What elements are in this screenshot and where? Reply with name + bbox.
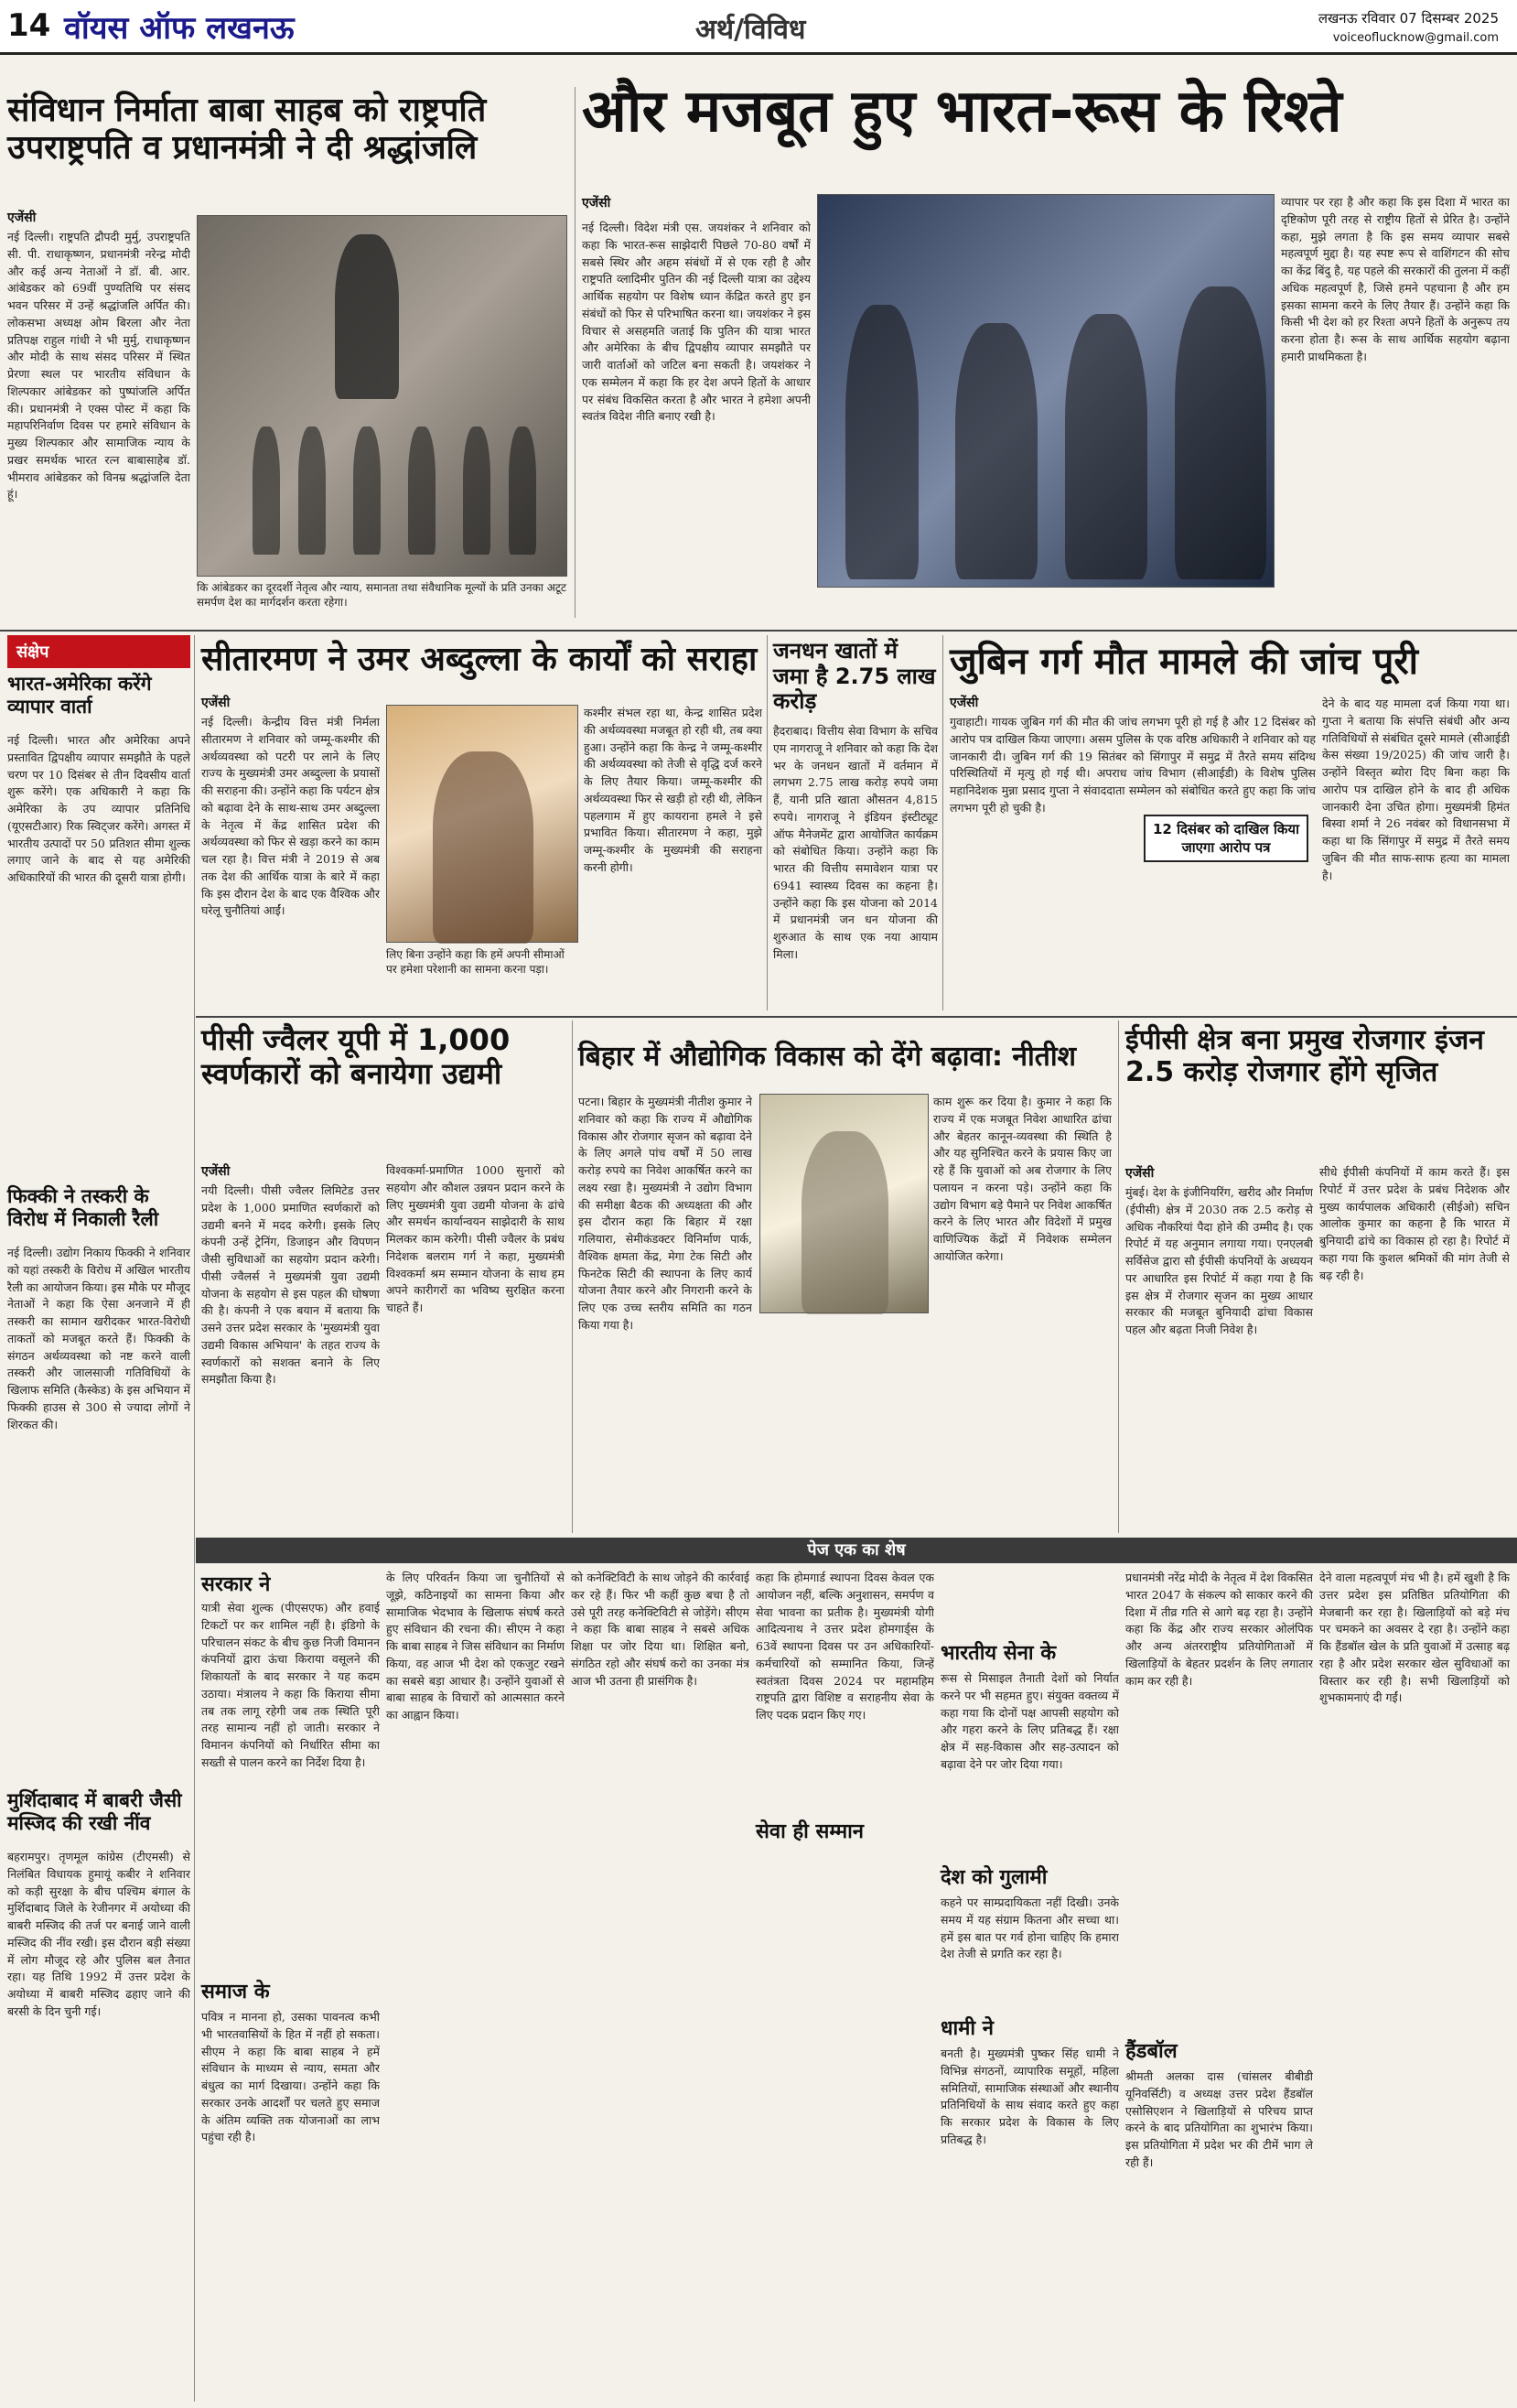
- sitharaman-headline: सीतारमण ने उमर अब्दुल्ला के कार्यों को सराहा: [201, 641, 758, 678]
- jeweller-text: नयी दिल्ली। पीसी ज्वैलर लिमिटेड उत्तर प्रदेश के 1,000 प्रमाणित स्वर्णकारों को उद्यमी बनने में मदद करेगी। इसके लिए कंपनी उन्हें ट्रेनिंग, डिजाइन और विपणन जैसी सुविधाओं का सहयोग प्रदान करेगी। पीसी ज्वैलर्स ने मुख्यमंत्री युवा उद्यमी योजना के सहयोग से इस पहल की घोषणा की है। कंपनी ने एक बयान में बताया कि उसने उत्तर प्रदेश सरकार के 'मुख्यमंत्री युवा उद्यमी विकास अभियान' के तहत राज्य के स्वर्णकारों को सशक्त बनाने के लिए समझौता किया है।: [201, 1183, 380, 1387]
- continuation-band: पेज एक का शेष: [196, 1538, 1517, 1563]
- jandhan-text: हैदराबाद। वित्तीय सेवा विभाग के सचिव एम नागराजू ने शनिवार को कहा कि देश भर के जनधन खातों में वर्तमान में लगभग 2.75 लाख करोड़ रुपये जमा हैं, यानी प्रति खाता औसतन 4,815 रुपये। नागराजू ने इंडियन इंस्टीट्यूट ऑफ मैनेजमेंट द्वारा आयोजित कार्यक्रम को संबोधित किया। उन्होंने कहा कि भारत की वित्तीय समावेशन यात्रा पर 6941 स्वास्थ्य दिवस का कहना है। उन्होंने कहा कि इस योजना को 2014 में प्रधानमंत्री जन धन योजना की शुरुआत के साथ एक नया आयाम मिला।: [773, 724, 938, 961]
- cont-title-4: सेवा ही सम्मान: [756, 1820, 865, 1843]
- cont-text-1b: पवित्र न मानना हो, उसका पावनत्व कभी भी भारतवासियों के हित में नहीं हो सकता। सीएम ने कहा कि बाबा साहब ने हमें संविधान के माध्यम से न्याय, समता और बंधुत्व का मार्ग दिखाया। उन्होंने कहा कि सरकार उनके आदर्शों पर चलते हुए समाज के अंतिम व्यक्ति तक योजनाओं का लाभ पहुंचा रही है।: [201, 2010, 380, 2144]
- putin-meeting-photo: [817, 194, 1275, 588]
- lead-text: नई दिल्ली। विदेश मंत्री एस. जयशंकर ने शनिवार को कहा कि भारत-रूस साझेदारी पिछले 70-80 वर्षों में सबसे स्थिर और अहम संबंधों में से एक रही है और राष्ट्रपति व्लादिमीर पुतिन की नई दिल्ली यात्रा का उद्देश्य आर्थिक सहयोग पर विशेष ध्यान केंद्रित करते हुए इन संबंधों को फिर से परिभाषित करना था। जयशंकर ने इस विचार से असहमति जताई कि पुतिन की यात्रा भारत और अमेरिका के बीच द्विपक्षीय व्यापार समझौते पर जारी वार्ताओं को जटिल बना सकती है। जयशंकर ने एक सम्मेलन में कहा कि हर देश अपने हितों के आधार पर संबंध विकसित करता है और भारत ने हमेशा अपनी स्वतंत्र विदेश नीति बनाए रखी है।: [582, 221, 811, 424]
- epc-text-2: सीधे ईपीसी कंपनियों में काम करते हैं। इस रिपोर्ट में उत्तर प्रदेश के प्रबंध निदेशक और मुख्य कार्यपालक अधिकारी (सीईओ) सचिन आलोक कुमार का कहना है कि भारत में बुनियादी ढांचे का विकास हो रहा है। रिपोर्ट में कहा गया कि कुशल श्रमिकों की मांग तेजी से बढ़ रही है।: [1319, 1165, 1510, 1282]
- sitharaman-text: नई दिल्ली। केन्द्रीय वित्त मंत्री निर्मला सीतारमण ने शनिवार को जम्मू-कश्मीर की अर्थव्यवस्था को पटरी पर लाने के लिए राज्य के मुख्यमंत्री उमर अब्दुल्ला के प्रयासों की सराहना की। उन्होंने कहा कि पर्यटन क्षेत्र को बढ़ावा देने के साथ-साथ उमर अब्दुल्ला के नेतृत्व में केंद्र शासित प्रदेश की अर्थव्यवस्था को फिर से खड़ा करने का काम चल रहा है। वित्त मंत्री ने 2019 से अब तक देश की आर्थिक यात्रा के बारे में कहा कि इस दौरान देश के बाद एक वैश्विक और घरेलू चुनौतियां आईं।: [201, 715, 380, 918]
- cont-title-5: भारतीय सेना के: [941, 1642, 1057, 1665]
- jeweller-headline: पीसी ज्वैलर यूपी में 1,000 स्वर्णकारों को बनायेगा उद्यमी: [201, 1022, 511, 1091]
- masthead: [0, 0, 1517, 55]
- nitish-photo: [759, 1094, 929, 1313]
- epc-headline: ईपीसी क्षेत्र बना प्रमुख रोजगार इंजन 2.5 करोड़ रोजगार होंगे सृजित: [1125, 1024, 1484, 1088]
- lead-text-right: व्यापार पर रहा है और कहा कि इस दिशा में भारत का दृष्टिकोण पूरी तरह से राष्ट्रीय हितों से प्रेरित है। उन्होंने कहा, मुझे लगता है कि इस समय व्यापार सबसे महत्वपूर्ण मुद्दा है। यह स्पष्ट रूप से वाशिंगटन की सोच का केंद्र बिंदु है, यह पहले की सरकारों की तुलना में कहीं अधिक महत्वपूर्ण है, जिसे हमने पहचाना है और हम इसका सामना करने के लिए तैयार हैं। उन्होंने कहा कि किसी भी देश को हर रिश्ता अपने हितों के अनुरूप तय करना होता है। रूस के साथ आर्थिक सहयोग बढ़ाना हमारी प्राथमिकता है।: [1281, 195, 1510, 363]
- zubeen-headline: जुबिन गर्ग मौत मामले की जांच पूरी: [950, 641, 1419, 683]
- sitharaman-agency: एजेंसी: [201, 696, 231, 710]
- lead-agency: एजेंसी: [582, 196, 611, 211]
- cont-title-5b: देश को गुलामी: [941, 1866, 1048, 1889]
- cont-text-3: को कनेक्टिविटी के साथ जोड़ने की कार्रवाई कर रहे हैं। फिर भी कहीं कुछ बचा है तो उसे पूरी तरह कनेक्टिविटी से जोड़ेंगे। सीएम ने कहा कि बाबा साहब ने सबसे अधिक शिक्षा पर जोर दिया था। शिक्षित बनो, संगठित रहो और संघर्ष करो का उनका मंत्र आज भी उतना ही प्रासंगिक है।: [571, 1571, 749, 1688]
- sitharaman-caption: लिए बिना उन्होंने कहा कि हमें अपनी सीमाओं पर हमेशा परेशानी का सामना करना पड़ा।: [386, 948, 565, 977]
- column-divider: [572, 1020, 573, 1533]
- jeweller-agency: एजेंसी: [201, 1164, 231, 1179]
- cont-text-6b: श्रीमती अलका दास (चांसलर बीबीडी यूनिवर्सिटी) व अध्यक्ष उत्तर प्रदेश हैंडबॉल एसोसिएशन ने खिलाड़ियों से परिचय प्राप्त करने के बाद प्रतियोगिता का शुभारंभ किया। इस प्रतियोगिता में प्रदेश भर की टीमें भाग ले रही हैं।: [1125, 2069, 1313, 2169]
- column-divider: [575, 87, 576, 618]
- sidebar-divider: [194, 635, 195, 2402]
- section-divider: [0, 630, 1517, 632]
- cont-text-6: प्रधानमंत्री नरेंद्र मोदी के नेतृत्व में देश विकसित भारत 2047 के संकल्प को साकार करने की दिशा में तीव्र गति से आगे बढ़ रहा है। उन्होंने कहा कि केंद्र और राज्य सरकार ओलंपिक और अन्य अंतरराष्ट्रीय प्रतियोगिताओं में खिलाड़ियों के बेहतर प्रदर्शन के लिए लगातार काम कर रही है।: [1125, 1571, 1313, 1688]
- epc-agency: एजेंसी: [1125, 1166, 1155, 1181]
- cont-text-5c: बनती है। मुख्यमंत्री पुष्कर सिंह धामी ने विभिन्न संगठनों, व्यापारिक समूहों, महिला समितियों, सामाजिक संस्थाओं और स्थानीय प्रतिनिधियों के साथ संवाद करते हुए कहा कि सरकार प्रदेश के विकास के लिए प्रतिबद्ध है।: [941, 2046, 1119, 2146]
- cont-text-4: कहा कि होमगार्ड स्थापना दिवस केवल एक आयोजन नहीं, बल्कि अनुशासन, समर्पण व सेवा भावना का प्रतीक है। मुख्यमंत्री योगी आदित्यनाथ ने उत्तर प्रदेश होमगार्ड्स के 63वें स्थापना दिवस पर उन अधिकारियों-कर्मचारियों को सम्मानित किया, जिन्हें स्वतंत्रता दिवस 2024 पर महामहिम राष्ट्रपति द्वारा विशिष्ट व सराहनीय सेवा के लिए पदक प्रदान किए गए।: [756, 1571, 934, 1722]
- sidebar-headline-1: भारत-अमेरिका करेंगे व्यापार वार्ता: [7, 673, 152, 718]
- paper-name: वॉयस ऑफ लखनऊ: [64, 10, 295, 47]
- page-number: 14: [7, 7, 51, 44]
- lead-headline: और मजबूत हुए भारत-रूस के रिश्ते: [582, 78, 1342, 146]
- cont-text-5b: कहने पर साम्प्रदायिकता नहीं दिखी। उनके समय में यह संग्राम कितना और सच्चा था। हमें इस बात पर गर्व होना चाहिए कि हमारा देश तेजी से प्रगति कर रहा है।: [941, 1895, 1119, 1961]
- email: voiceoflucknow@gmail.com: [1332, 31, 1499, 45]
- cont-text-2: के लिए परिवर्तन किया जा चुनौतियों से जूझे, कठिनाइयों का सामना किया और सामाजिक भेदभाव के खिलाफ संघर्ष करते हुए संविधान की रचना की। सीएम ने कहा कि बाबा साहब ने जिस संविधान का निर्माण किया, वह आज भी देश को एकजुट रखने का सबसे बड़ा आधार है। उन्होंने युवाओं से बाबा साहब के विचारों को आत्मसात करने का आह्वान किया।: [386, 1571, 565, 1722]
- cont-title-1b: समाज के: [201, 1981, 270, 2003]
- zubeen-agency: एजेंसी: [950, 696, 979, 710]
- ambedkar-text: नई दिल्ली। राष्ट्रपति द्रौपदी मुर्मु, उपराष्ट्रपति सी. पी. राधाकृष्णन, प्रधानमंत्री नरेन्द्र मोदी और कई अन्य नेताओं ने डॉ. बी. आर. आंबेडकर को 69वीं पुण्यतिथि पर संसद भवन परिसर में उन्हें श्रद्धांजलि अर्पित की। लोकसभा अध्यक्ष ओम बिरला और नेता प्रतिपक्ष राहुल गांधी ने भी मुर्मु, राधाकृष्णन और मोदी के साथ संसद परिसर में स्थित प्रेरणा स्थल पर भारतीय संविधान के शिल्पकार आंबेडकर को पुष्पांजलि अर्पित की। प्रधानमंत्री ने एक्स पोस्ट में कहा कि महापरिनिर्वाण दिवस पर हमारे संविधान के मुख्य शिल्पकार और सामाजिक न्याय के प्रखर समर्थक भारत रत्न बाबासाहेब डॉ. भीमराव आंबेडकर को विनम्र श्रद्धांजलि देता हूं।: [7, 230, 190, 502]
- cont-text-7: देने वाला महत्वपूर्ण मंच भी है। हमें खुशी है कि उत्तर प्रदेश इस प्रतिष्ठित प्रतियोगिता की मेजबानी कर रहा है। खिलाड़ियों को बड़े मंच पर चमकने का अवसर दे रहा है। उन्होंने कहा कि हैंडबॉल खेल के प्रति युवाओं में उत्साह बढ़ रहा है और प्रदेश सरकार खेल सुविधाओं का विस्तार कर रही है। सभी खिलाड़ियों को शुभकामनाएं दी गईं।: [1319, 1571, 1510, 1705]
- sidebar-text-3: बहरामपुर। तृणमूल कांग्रेस (टीएमसी) से निलंबित विधायक हुमायूं कबीर ने शनिवार को कड़ी सुरक्षा के बीच पश्चिम बंगाल के मुर्शिदाबाद जिले के रेजीनगर में अयोध्या की बाबरी मस्जिद की तर्ज पर बनाई जाने वाली मस्जिद की नींव रखी। इस दौरान बड़ी संख्या में लोग मौजूद रहे और पुलिस बल तैनात रहा। यह तिथि 1992 में उत्तर प्रदेश के अयोध्या में बाबरी मस्जिद ढहाए जाने की बरसी के दिन चुनी गई।: [7, 1850, 190, 2018]
- bihar-headline: बिहार में औद्योगिक विकास को देंगे बढ़ावा: नीतीश: [578, 1041, 1077, 1073]
- sidebar-headline-3: मुर्शिदाबाद में बाबरी जैसी मस्जिद की रखी नींव: [7, 1789, 182, 1835]
- ambedkar-headline: संविधान निर्माता बाबा साहब को राष्ट्रपति उपराष्ट्रपति व प्रधानमंत्री ने दी श्रद्धांजलि: [7, 92, 487, 167]
- bihar-text: पटना। बिहार के मुख्यमंत्री नीतीश कुमार ने शनिवार को कहा कि राज्य में औद्योगिक विकास और रोजगार सृजन को बढ़ावा देने के लिए अगले पांच वर्षों में 50 लाख करोड़ रुपये का निवेश आकर्षित करने का लक्ष्य रखा है। मुख्यमंत्री ने उद्योग विभाग की समीक्षा बैठक की अध्यक्षता की और इस दौरान कहा कि बिहार में रक्षा गलियारा, सेमीकंडक्टर विनिर्माण पार्क, वैश्विक क्षमता केंद्र, मेगा टेक सिटी और फिनटेक सिटी की स्थापना के लिए कार्य योजना तैयार करने और निगरानी करने के लिए एक उच्च स्तरीय समिति का गठन किया गया है।: [578, 1095, 752, 1332]
- ambedkar-agency: एजेंसी: [7, 211, 37, 225]
- sitharaman-text-2: कश्मीर संभल रहा था, केन्द्र शासित प्रदेश की अर्थव्यवस्था मजबूत हो रही थी, तब क्या हुआ। उन्होंने कहा कि केन्द्र ने जम्मू-कश्मीर की अर्थव्यवस्था को तेजी से वृद्धि दर्ज करने के लिए तैयार किया। जम्मू-कश्मीर की अर्थव्यवस्था फिर से खड़ी हो रही थी, लेकिन पहलगाम में हुए कायराना हमले ने इसे प्रभावित किया। सीतारमण ने कहा, मुझे जम्मू-कश्मीर के मुख्यमंत्री की सराहना करनी होगी।: [584, 706, 762, 874]
- zubeen-text: गुवाहाटी। गायक जुबिन गर्ग की मौत की जांच लगभग पूरी हो गई है और 12 दिसंबर को आरोप पत्र दाखिल किया जाएगा। असम पुलिस के एक वरिष्ठ अधिकारी ने शनिवार को यह जानकारी दी। जुबिन गर्ग की 19 सितंबर को सिंगापुर में समुद्र में तैरते समय संदिग्ध परिस्थितियों में मृत्यु हो गई थी। अपराध जांच विभाग (सीआईडी) के विशेष पुलिस महानिदेशक मुन्ना प्रसाद गुप्ता ने संवाददाता सम्मेलन को संबोधित करते हुए कहा कि जांच लगभग पूरी हो चुकी है।: [950, 715, 1316, 815]
- cont-text-5: रूस से मिसाइल तैनाती देशों को निर्यात करने पर भी सहमत हुए। संयुक्त वक्तव्य में कहा गया कि दोनों पक्ष आपसी सहयोग को और गहरा करने के लिए प्रतिबद्ध हैं। रक्षा क्षेत्र में सह-विकास और सह-उत्पादन को बढ़ावा देने पर जोर दिया गया।: [941, 1671, 1119, 1771]
- cont-text-1: यात्री सेवा शुल्क (पीएसएफ) और हवाई टिकटों पर कर शामिल नहीं है। इंडिगो के परिचालन संकट के बीच कुछ निजी विमानन कंपनियों द्वारा ऊंचा किराया वसूलने की शिकायतों के बाद सरकार ने यह कदम उठाया। मंत्रालय ने कहा कि किराया सीमा तब तक लागू रहेगी जब तक स्थिति पूरी तरह सामान्य नहीं हो जाती। सरकार ने विमानन कंपनियों को निर्धारित सीमा का सख्ती से पालन करने का निर्देश दिया है।: [201, 1601, 380, 1769]
- dateline: लखनऊ रविवार 07 दिसम्बर 2025: [1318, 10, 1499, 27]
- cont-title-5c: धामी ने: [941, 2017, 994, 2040]
- column-divider: [1118, 1020, 1119, 1533]
- section-divider: [196, 1016, 1517, 1018]
- epc-text: मुंबई। देश के इंजीनियरिंग, खरीद और निर्माण (ईपीसी) क्षेत्र में 2030 तक 2.5 करोड़ से अधिक नौकरियां पैदा होने की उम्मीद है। एक रिपोर्ट में यह अनुमान लगाया गया। एनएलबी सर्विसेज द्वारा सौ ईपीसी कंपनियों के अध्ययन पर आधारित इस रिपोर्ट में कहा गया है कि इस क्षेत्र में रोजगार सृजन का मुख्य आधार सरकार की मजबूत बुनियादी ढांचा विकास पहल और बढ़ता निजी निवेश है।: [1125, 1185, 1313, 1336]
- sitharaman-photo: [386, 705, 578, 943]
- cont-title-6b: हैंडबॉल: [1125, 2040, 1178, 2063]
- zubeen-text-right: देने के बाद यह मामला दर्ज किया गया था। गुप्ता ने बताया कि संपत्ति संबंधी और अन्य गतिविधियों से संबंधित दूसरे मामले (सीआईडी केस संख्या 19/2025) की जांच जारी है। उन्होंने विस्तृत ब्योरा दिए बिना कहा कि आरोप पत्र दाखिल होने के बाद ही अधिक जानकारी देना उचित होगा। मुख्यमंत्री हिमंत बिस्वा शर्मा ने 26 नवंबर को विधानसभा में कहा था कि सिंगापुर में समुद्र में तैरते समय जुबिन की मौत साफ-साफ हत्या का मामला है।: [1322, 696, 1510, 882]
- column-divider: [942, 635, 943, 1010]
- ambedkar-tribute-photo: [197, 215, 567, 577]
- bihar-text-2: काम शुरू कर दिया है। कुमार ने कहा कि राज्य में एक मजबूत निवेश आधारित ढांचा और बेहतर कानून-व्यवस्था की स्थिति है और यह सुनिश्चित करने के प्रयास किए जा रहे हैं कि युवाओं को अब रोजगार के लिए पलायन न करना पड़े। उन्होंने कहा कि उद्योग विभाग बड़े पैमाने पर निवेश आकर्षित करने के लिए भारत और विदेशों में प्रमुख वाणिज्यिक केंद्रों में निवेशक सम्मेलन आयोजित करेगा।: [933, 1095, 1112, 1263]
- sidebar-text-2: नई दिल्ली। उद्योग निकाय फिक्की ने शनिवार को यहां तस्करी के विरोध में अखिल भारतीय रैली का आयोजन किया। इस मौके पर मौजूद नेताओं ने कहा कि ऐसा अनजाने में ही तस्करी का सामान खरीदकर भारत-विरोधी ताकतों को मजबूत करते हैं। फिक्की के संगठन अर्थव्यवस्था को नष्ट करने वाली तस्करी और जालसाजी गतिविधियों के खिलाफ समिति (कैस्केड) के इस अभियान में फिक्की हाउस से 300 से ज्यादा लोगों ने शिरकत की।: [7, 1246, 190, 1431]
- column-divider: [767, 635, 768, 1010]
- ambedkar-caption: कि आंबेडकर का दूरदर्शी नेतृत्व और न्याय, समानता तथा संवैधानिक मूल्यों के प्रति उनका अटूट समर्पण देश का मार्गदर्शन करता रहेगा।: [197, 581, 566, 610]
- sidebar-text-1: नई दिल्ली। भारत और अमेरिका अपने प्रस्तावित द्विपक्षीय व्यापार समझौते के पहले चरण पर 10 दिसंबर से तीन दिवसीय वार्ता शुरू करेंगे। एक अधिकारी ने कहा कि अमेरिका के उप व्यापार प्रतिनिधि (यूएसटीआर) रिक स्विट्जर करेंगे। अगस्त में भारतीय उत्पादों पर 50 प्रतिशत सीमा शुल्क लगाए जाने के बाद से यह अमेरिकी अधिकारियों की भारत की दूसरी यात्रा होगी।: [7, 733, 190, 884]
- zubeen-inset: 12 दिसंबर को दाखिल किया जाएगा आरोप पत्र: [1144, 815, 1308, 862]
- jandhan-headline: जनधन खातों में जमा है 2.75 लाख करोड़: [773, 638, 936, 715]
- sidebar-label: संक्षेप: [7, 635, 190, 668]
- section-title: अर्थ/विविध: [695, 14, 806, 46]
- cont-title-1: सरकार ने: [201, 1573, 271, 1596]
- jeweller-text-2: विश्वकर्मा-प्रमाणित 1000 सुनारों को सहयोग और कौशल उन्नयन प्रदान करने के लिए मुख्यमंत्री युवा उद्यमी योजना के ढांचे और समर्थन कार्यान्वयन साझेदारी के साथ मिलकर काम करेगी। पीसी ज्वैलर के प्रबंध निदेशक बलराम गर्ग ने कहा, मुख्यमंत्री विश्वकर्मा श्रम सम्मान योजना के साथ हम अपने कारीगरों का भविष्य सुरक्षित करना चाहते हैं।: [386, 1163, 565, 1314]
- sidebar-headline-2: फिक्की ने तस्करी के विरोध में निकाली रैली: [7, 1185, 159, 1231]
